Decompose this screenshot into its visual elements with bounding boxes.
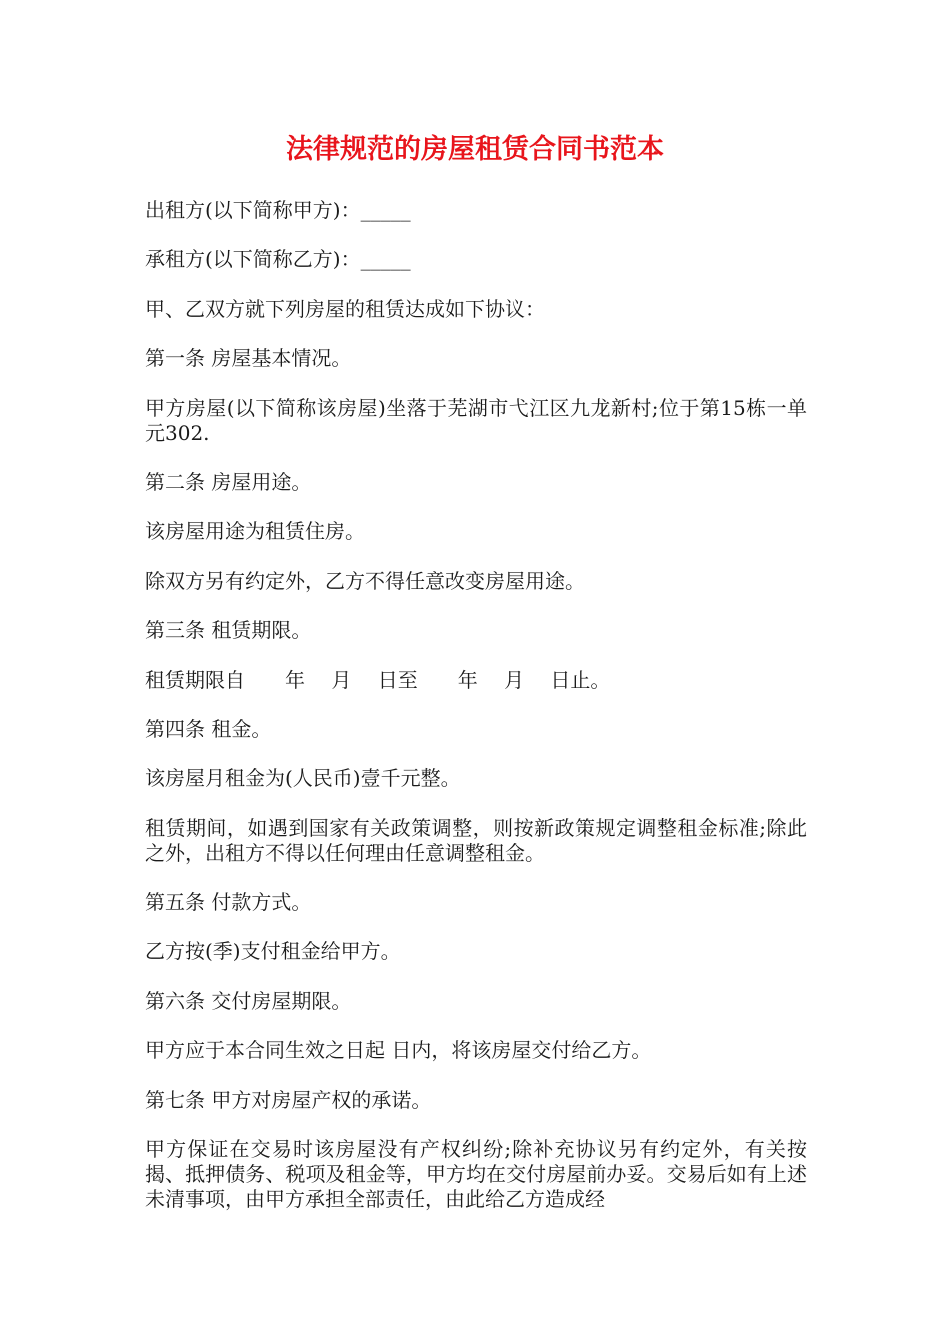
article-body: 乙方按(季)支付租金给甲方。 <box>145 939 401 964</box>
article-body: 除双方另有约定外，乙方不得任意改变房屋用途。 <box>145 568 585 593</box>
document-body <box>145 198 807 1236</box>
article-body: 租赁期限自 年 月 日至 年 月 日止。 <box>145 667 611 692</box>
article-heading: 第三条 租赁期限。 <box>145 618 312 643</box>
party-b-line: 承租方(以下简称乙方)：_____ <box>145 247 411 272</box>
article-body: 甲方保证在交易时该房屋没有产权纠纷;除补充协议另有约定外，有关按揭、抵押债务、税项及租金等，甲方均在交付房屋前办妥。交易后如有上述未清事项，由甲方承担全部责任，由此给乙方造成经 <box>145 1137 807 1212</box>
article-heading: 第一条 房屋基本情况。 <box>145 346 352 371</box>
document-title: 法律规范的房屋租赁合同书范本 <box>286 134 664 165</box>
party-a-line: 出租方(以下简称甲方)：_____ <box>145 198 411 222</box>
article-body: 甲方房屋(以下简称该房屋)坐落于芜湖市弋江区九龙新村;位于第15栋一单元302. <box>145 395 807 445</box>
article-body: 甲方应于本合同生效之日起 日内，将该房屋交付给乙方。 <box>145 1038 652 1063</box>
article-heading: 第五条 付款方式。 <box>145 890 312 915</box>
agreement-intro: 甲、乙双方就下列房屋的租赁达成如下协议： <box>145 296 545 321</box>
article-body: 该房屋月租金为(人民币)壹千元整。 <box>145 766 461 791</box>
article-body: 租赁期间，如遇到国家有关政策调整，则按新政策规定调整租金标准;除此之外，出租方不得以任何理由任意调整租金。 <box>145 815 807 865</box>
article-body: 该房屋用途为租赁住房。 <box>145 519 365 544</box>
article-heading: 第七条 甲方对房屋产权的承诺。 <box>145 1087 432 1112</box>
article-heading: 第六条 交付房屋期限。 <box>145 988 352 1013</box>
article-heading: 第四条 租金。 <box>145 716 272 741</box>
article-heading: 第二条 房屋用途。 <box>145 469 312 494</box>
